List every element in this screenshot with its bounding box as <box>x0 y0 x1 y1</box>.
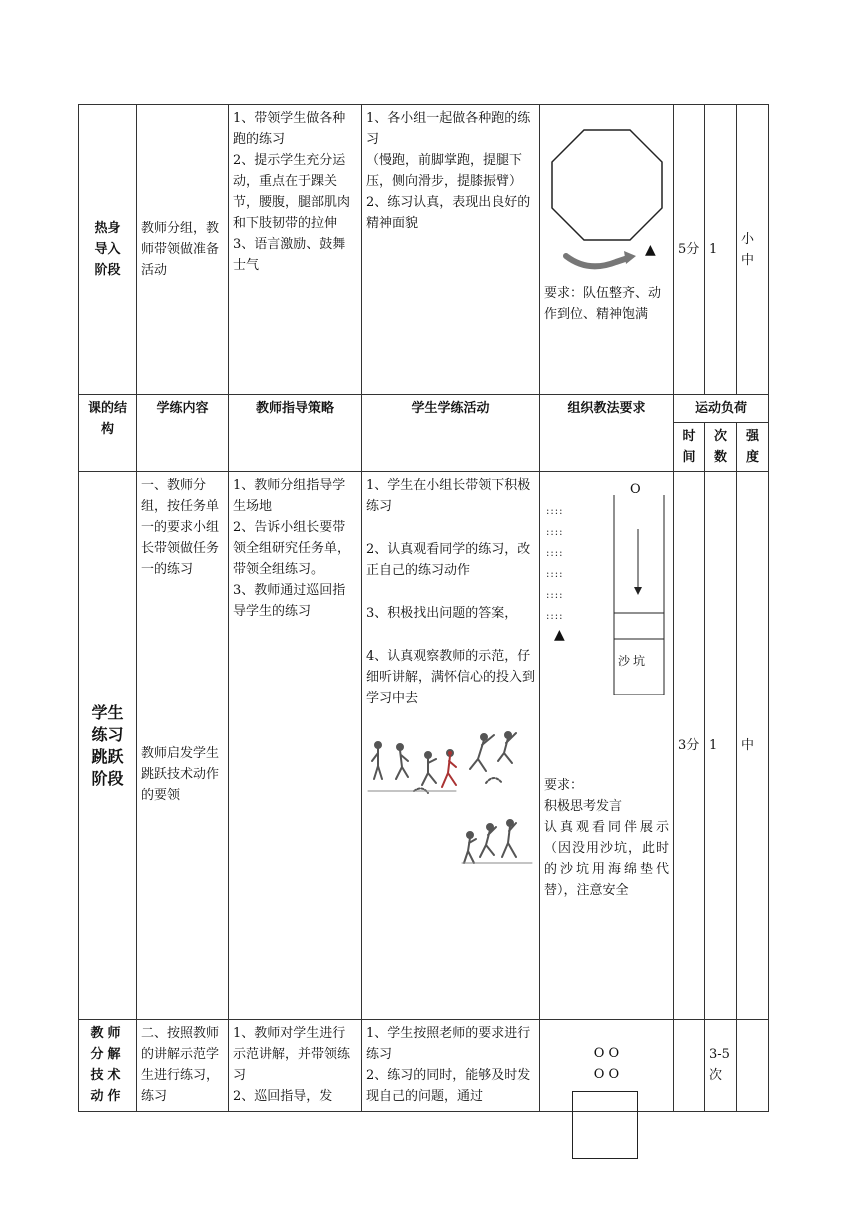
header-org-text: 组织教法要求 <box>567 401 646 416</box>
header-intensity-text: 强度 <box>745 429 759 465</box>
jump-intensity: 中 <box>741 738 755 753</box>
demo-teacher-item: 2、巡回指导，发 <box>233 1089 333 1104</box>
demo-count-cell <box>705 1020 737 1112</box>
demo-stage-line: 动作 <box>90 1089 125 1104</box>
jump-count: 1 <box>709 738 718 753</box>
warmup-stage-line: 阶段 <box>94 263 121 278</box>
demo-teacher-item: 1、教师对学生进行示范讲解，并带领练习 <box>233 1026 351 1083</box>
demo-formation-row: O O <box>593 1046 620 1061</box>
demo-formation-row: O O <box>593 1067 620 1082</box>
header-teacher-text: 教师指导策略 <box>255 401 334 416</box>
jump-student-item: 4、认真观察教师的示范，仔细听讲解，满怀信心的投入到学习中去 <box>366 649 536 706</box>
jump-teacher-item: 2、告诉小组长要带领全组研究任务单，带领全组练习。 <box>233 520 351 577</box>
header-student-text: 学生学练活动 <box>411 401 490 416</box>
demo-stage-line: 技术 <box>90 1068 125 1083</box>
warmup-intensity: 小中 <box>741 231 755 268</box>
students-formation <box>546 501 563 627</box>
warmup-time-cell <box>674 105 705 395</box>
header-time-text: 时间 <box>682 429 696 465</box>
warmup-stage-line: 热身 <box>94 221 121 236</box>
demo-intensity-cell <box>737 1020 769 1112</box>
header-structure-text: 课的结构 <box>87 401 127 437</box>
demo-row <box>79 1020 769 1112</box>
demo-time-cell <box>674 1020 705 1112</box>
warmup-org-requirement: 要求：队伍整齐、动作到位、精神饱满 <box>544 286 662 322</box>
header-time <box>674 423 705 472</box>
warmup-row <box>79 105 769 395</box>
jump-time: 3分 <box>678 738 700 753</box>
header-count <box>705 423 737 472</box>
jump-content-cell <box>137 472 229 1020</box>
demo-area-box-icon <box>572 1091 638 1159</box>
warmup-teacher-item: 3、语言激励、鼓舞士气 <box>233 237 346 273</box>
jump-teacher-item: 3、教师通过巡回指导学生的练习 <box>233 583 346 619</box>
jump-row <box>79 472 769 1020</box>
demo-student-cell <box>362 1020 540 1112</box>
warmup-student-item: 1、各小组一起做各种跑的练习 <box>366 111 531 147</box>
warmup-content: 教师分组，教师带领做准备活动 <box>141 221 220 278</box>
student-row-dots-icon: :::: <box>546 590 564 601</box>
header-load <box>674 395 769 423</box>
warmup-intensity-cell <box>737 105 769 395</box>
jump-student-item: 1、学生在小组长带领下积极练习 <box>366 478 531 514</box>
header-teacher <box>229 395 362 472</box>
jump-diagram <box>544 475 669 775</box>
warmup-count: 1 <box>709 242 718 257</box>
jump-count-cell <box>705 472 737 1020</box>
warmup-diagram <box>544 108 669 283</box>
warmup-org-cell <box>540 105 674 395</box>
jump-org-requirement-title: 要求： <box>544 778 584 793</box>
demo-stage-cell <box>79 1020 137 1112</box>
demo-student-item: 1、学生按照老师的要求进行练习 <box>366 1026 531 1062</box>
jump-teacher-cell <box>229 472 362 1020</box>
jump-intensity-cell <box>737 472 769 1020</box>
jump-stage-line: 练习 <box>91 724 124 744</box>
jump-student-item: 3、积极找出问题的答案， <box>366 606 518 621</box>
header-content-text: 学练内容 <box>156 401 209 416</box>
jump-student-cell <box>362 472 540 1020</box>
header-row <box>79 395 769 423</box>
jump-content-2: 教师启发学生跳跃技术动作的要领 <box>141 746 220 803</box>
long-jump-sequence-icon <box>366 731 534 881</box>
header-load-text: 运动负荷 <box>694 401 747 416</box>
header-count-text: 次数 <box>713 429 727 465</box>
demo-content: 二、按照教师的讲解示范学生进行练习，练习 <box>141 1026 220 1104</box>
jump-time-cell <box>674 472 705 1020</box>
teacher-marker-icon: ▲ <box>554 627 565 643</box>
warmup-teacher-item: 2、提示学生充分运动，重点在于踝关节，腰腹，腿部肌肉和下肢韧带的拉伸 <box>233 153 351 231</box>
teacher-marker-icon: ▲ <box>645 242 656 258</box>
header-student <box>362 395 540 472</box>
demo-content-cell <box>137 1020 229 1112</box>
jump-stage-line: 学生 <box>91 702 124 722</box>
warmup-teacher-item: 1、带领学生做各种跑的练习 <box>233 111 346 147</box>
warmup-student-item: （慢跑，前脚掌跑，提腿下压，侧向滑步，提膝振臂） <box>366 153 523 189</box>
jump-stage-cell <box>79 472 137 1020</box>
demo-teacher-cell <box>229 1020 362 1112</box>
header-intensity <box>737 423 769 472</box>
teacher-position-icon: O <box>630 482 641 497</box>
jump-stage-line: 阶段 <box>91 768 124 788</box>
demo-stage-line: 分解 <box>90 1047 125 1062</box>
student-row-dots-icon: :::: <box>546 527 564 538</box>
run-direction-arrow-icon <box>566 256 628 266</box>
warmup-content-cell <box>137 105 229 395</box>
sandpit-label: 沙坑 <box>618 654 649 668</box>
lesson-plan-table <box>78 104 769 1112</box>
warmup-stage-cell <box>79 105 137 395</box>
warmup-student-item: 2、练习认真，表现出良好的精神面貌 <box>366 195 531 231</box>
jump-org-cell <box>540 472 674 1020</box>
warmup-student-cell <box>362 105 540 395</box>
jump-stage-line: 跳跃 <box>91 746 124 766</box>
jump-teacher-item: 1、教师分组指导学生场地 <box>233 478 346 514</box>
student-row-dots-icon: :::: <box>546 548 564 559</box>
warmup-count-cell <box>705 105 737 395</box>
jump-content-1: 一、教师分组，按任务单一的要求小组长带领做任务一的练习 <box>141 478 220 577</box>
jump-org-requirement-1: 积极思考发言 <box>544 799 623 814</box>
jump-org-requirement-2: 认真观看同伴展示（因没用沙坑，此时的沙坑用海绵垫代替），注意安全 <box>544 820 669 898</box>
demo-count: 3-5次 <box>709 1047 730 1083</box>
warmup-stage-line: 导入 <box>94 242 121 257</box>
demo-stage-line: 教师 <box>90 1026 125 1041</box>
warmup-teacher-cell <box>229 105 362 395</box>
demo-student-item: 2、练习的同时，能够及时发现自己的问题，通过 <box>366 1068 531 1104</box>
jump-student-item: 2、认真观看同学的练习，改正自己的练习动作 <box>366 542 531 578</box>
header-org <box>540 395 674 472</box>
student-row-dots-icon: :::: <box>546 611 564 622</box>
student-row-dots-icon: :::: <box>546 506 564 517</box>
header-structure <box>79 395 137 472</box>
student-row-dots-icon: :::: <box>546 569 564 580</box>
warmup-time: 5分 <box>678 242 700 257</box>
header-content <box>137 395 229 472</box>
